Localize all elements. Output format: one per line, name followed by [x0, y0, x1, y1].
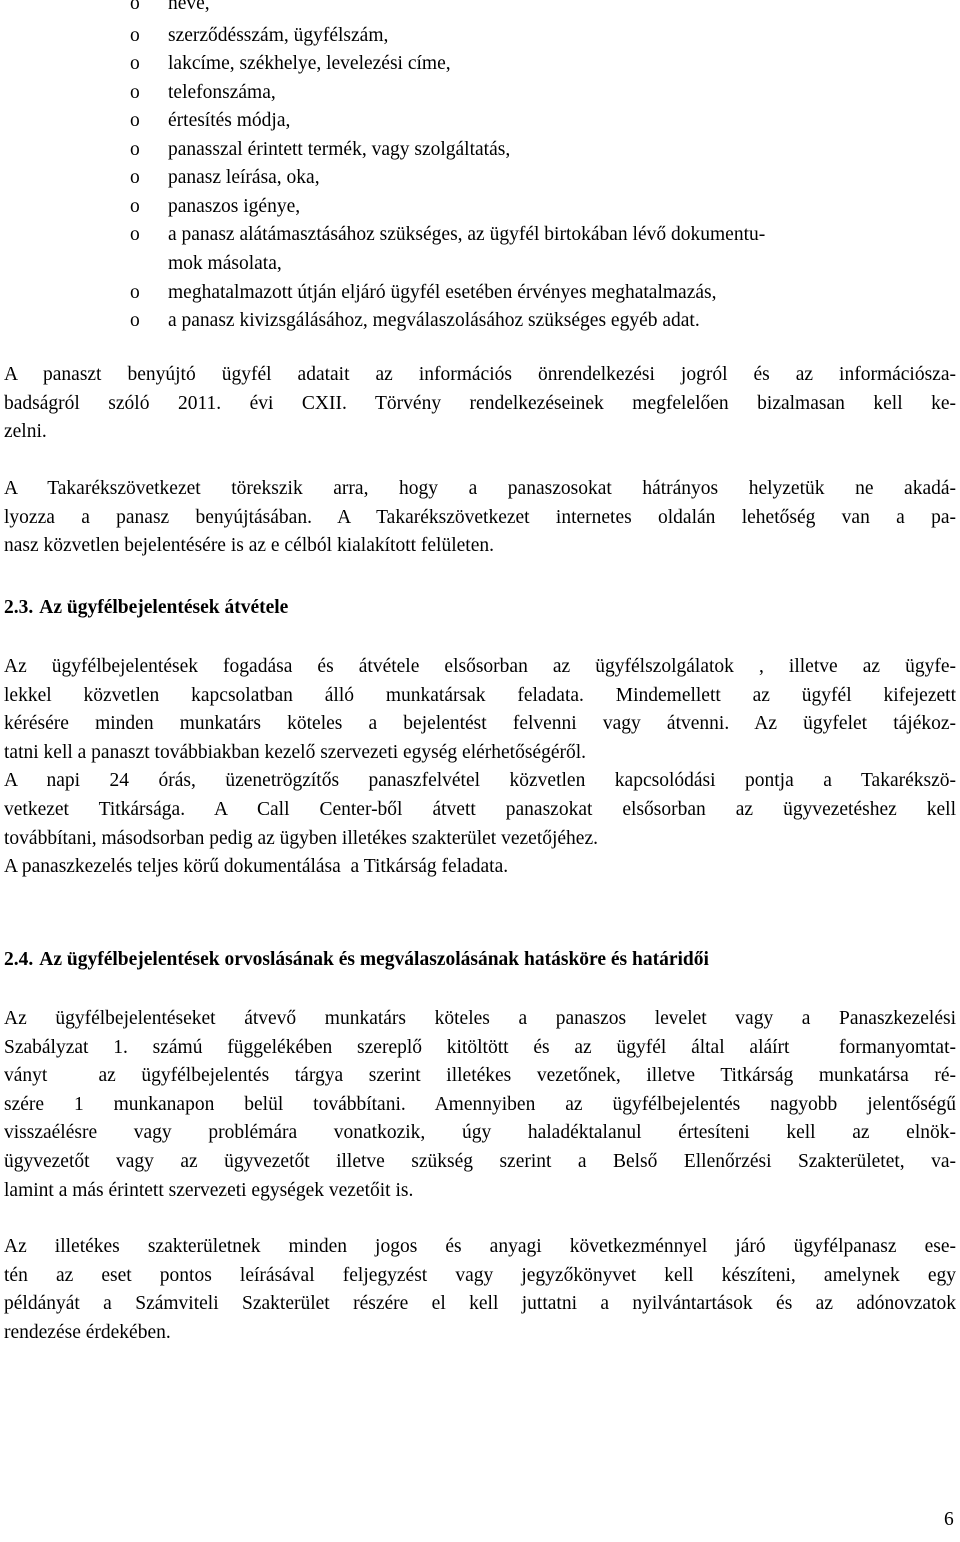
bullet-icon: o: [130, 53, 140, 74]
paragraph-line: badságról szóló 2011. évi CXII. Törvény rendelkezéseinek megfelelően bizalmasan kell ke-: [4, 392, 956, 414]
paragraph-line: Az ügyfélbejelentéseket átvevő munkatárs köteles a panaszos levelet vagy a Panaszkezelési: [4, 1008, 956, 1029]
list-item-text-continued: mok másolata,: [168, 252, 282, 274]
list-item: [4, 279, 716, 308]
section-title: Az ügyfélbejelentések átvétele: [39, 597, 289, 618]
section-heading-2-4: [4, 946, 709, 975]
list-item: [4, 221, 956, 278]
paragraph-line: A napi 24 órás, üzenetrögzítős panaszfelvétel közvetlen kapcsolódási pontja a Takarékszö-: [4, 770, 956, 792]
bullet-icon: o: [130, 282, 140, 303]
section-number: 2.3.: [4, 597, 34, 618]
bullet-icon: o: [130, 196, 140, 217]
paragraph-line: tatni kell a panaszt továbbiakban kezelő szervezeti egység elérhetőségéről.: [4, 741, 587, 763]
paragraph-line: A panaszkezelés teljes körű dokumentálása a Titkárság feladata.: [4, 856, 509, 878]
bullet-icon: o: [130, 82, 140, 103]
section-number: 2.4.: [4, 949, 34, 970]
paragraph-line: lekkel közvetlen kapcsolatban álló munkatársak feladata. Mindemellett az ügyfél kifejezett: [4, 684, 956, 706]
list-item: [4, 193, 300, 222]
list-item-text: meghatalmazott útján eljáró ügyfél esetében érvényes meghatalmazás,: [168, 282, 717, 303]
paragraph-line: A Takarékszövetkezet törekszik arra, hogy a panaszosokat hátrányos helyzetük ne akadá-: [4, 478, 956, 499]
paragraph-line: továbbítani, másodsorban pedig az ügyben illetékes szakterület vezetőjéhez.: [4, 827, 598, 849]
list-item: [4, 22, 388, 51]
paragraph-data-privacy: [4, 361, 956, 447]
paragraph-line: ügyvezetőt vagy az ügyvezetőt illetve szükség szerint a Belső Ellenőrzési Szakterületet, va-: [4, 1150, 956, 1172]
paragraph-documentation: [4, 1233, 956, 1347]
bullet-icon: o: [130, 110, 140, 131]
list-item-text: panasszal érintett termék, vagy szolgáltatás,: [168, 139, 511, 160]
paragraph-line: rendezése érdekében.: [4, 1321, 171, 1343]
bullet-icon: o: [130, 0, 140, 14]
paragraph-receipt: [4, 653, 956, 882]
list-item: [4, 307, 700, 336]
paragraph-line: A panaszt benyújtó ügyfél adatait az információs önrendelkezési jogról és az információsza-: [4, 364, 956, 385]
list-item: [4, 79, 276, 108]
paragraph-line: nasz közvetlen bejelentésére is az e célból kialakított felületen.: [4, 535, 494, 557]
paragraph-line: vetkezet Titkársága. A Call Center-ből átvett panaszokat elsősorban az ügyvezetéshez kell: [4, 798, 956, 820]
section-title: Az ügyfélbejelentések orvoslásának és megválaszolásának hatásköre és határidői: [39, 949, 709, 970]
list-item-text: lakcíme, székhelye, levelezési címe,: [168, 53, 451, 74]
list-item: [4, 0, 210, 19]
list-item: [4, 50, 451, 79]
paragraph-line: visszaélésre vagy problémára vonatkozik, úgy haladéktalanul értesíteni kell az elnök-: [4, 1122, 956, 1144]
bullet-icon: o: [130, 139, 140, 160]
paragraph-line: lamint a más érintett szervezeti egységek vezetőit is.: [4, 1179, 414, 1201]
bullet-icon: o: [130, 25, 140, 46]
page-number: 6: [944, 1509, 954, 1530]
bullet-icon: o: [130, 167, 140, 188]
list-item-text: szerződésszám, ügyfélszám,: [168, 25, 389, 46]
list-item-text: telefonszáma,: [168, 82, 276, 103]
paragraph-line: kérésére minden munkatárs köteles a bejelentést felvenni vagy átvenni. Az ügyfelet tájékoz-: [4, 713, 956, 735]
paragraph-line: ványt az ügyfélbejelentés tárgya szerint illetékes vezetőnek, illetve Titkárság munkatársa ré-: [4, 1065, 956, 1087]
paragraph-handling: [4, 1005, 956, 1205]
paragraph-line: tén az eset pontos leírásával feljegyzést vagy jegyzőkönyvet kell készíteni, amelynek egy: [4, 1264, 956, 1286]
paragraph-line: szére 1 munkanapon belül továbbítani. Amennyiben az ügyfélbejelentés nagyobb jelentőségű: [4, 1093, 956, 1115]
section-heading-2-3: [4, 594, 288, 623]
list-item-text: neve,: [168, 0, 210, 14]
bullet-icon: o: [130, 224, 140, 245]
list-item: [4, 164, 320, 193]
paragraph-line: Az illetékes szakterületnek minden jogos és anyagi következménnyel járó ügyfélpanasz ese-: [4, 1236, 956, 1257]
list-item: [4, 107, 290, 136]
list-item: [4, 136, 510, 165]
list-item-text: panasz leírása, oka,: [168, 167, 320, 188]
paragraph-line: példányát a Számviteli Szakterület részére el kell juttatni a nyilvántartások és az adónovzatok: [4, 1293, 956, 1315]
paragraph-line: Az ügyfélbejelentések fogadása és átvétele elsősorban az ügyfélszolgálatok , illetve az ügyfe-: [4, 656, 956, 677]
bullet-icon: o: [130, 310, 140, 331]
list-item-text: panaszos igénye,: [168, 196, 301, 217]
list-item-text: a panasz alátámasztásához szükséges, az ügyfél birtokában lévő dokumentu-: [168, 224, 766, 245]
paragraph-accessibility: [4, 475, 956, 561]
paragraph-line: lyozza a panasz benyújtásában. A Takarékszövetkezet internetes oldalán lehetőség van a pa-: [4, 506, 956, 528]
paragraph-line: Szabályzat 1. számú függelékében szereplő kitöltött és az ügyfél által aláírt formanyomtat-: [4, 1036, 956, 1058]
paragraph-line: zelni.: [4, 421, 47, 443]
list-item-text: értesítés módja,: [168, 110, 291, 131]
list-item-text: a panasz kivizsgálásához, megválaszolásához szükséges egyéb adat.: [168, 310, 700, 331]
